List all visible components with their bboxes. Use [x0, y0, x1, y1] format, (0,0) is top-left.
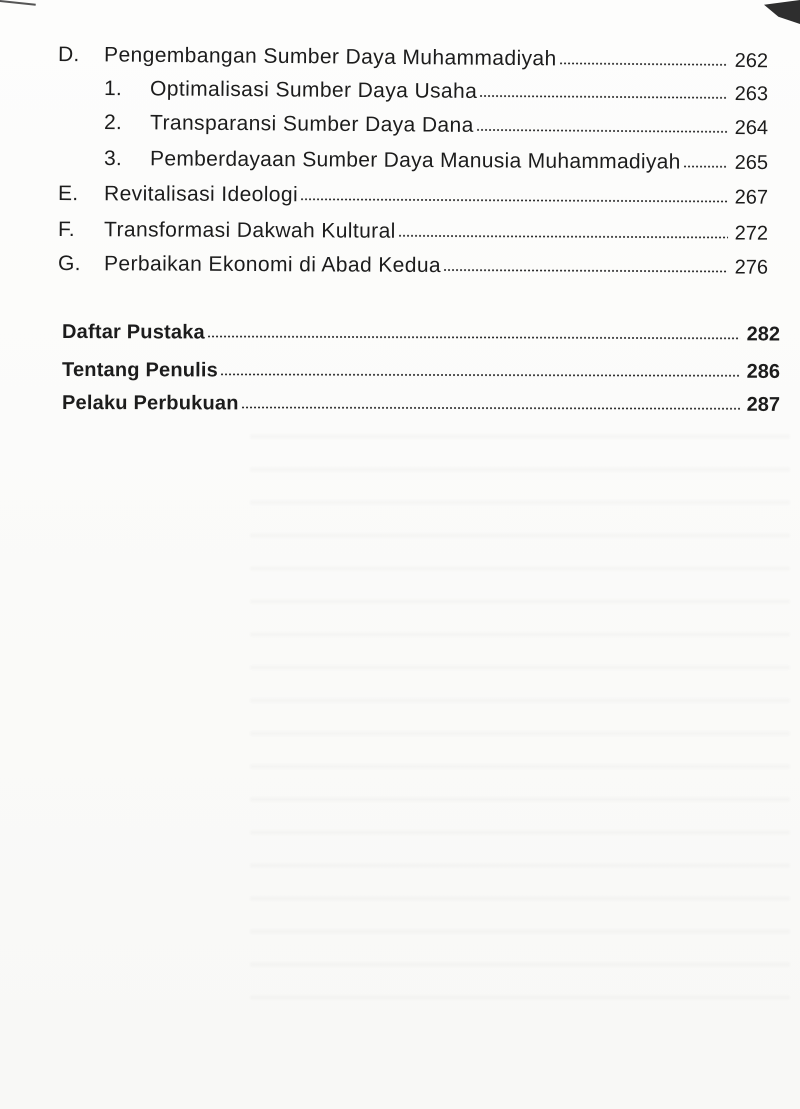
toc-entry-title: Transparansi Sumber Daya Dana — [150, 111, 474, 137]
toc-entry-title: Pengembangan Sumber Daya Muhammadiyah — [104, 43, 557, 71]
toc-entry-title: Pemberdayaan Sumber Daya Manusia Muhammadiyah — [150, 147, 681, 174]
dot-leader — [559, 62, 728, 65]
toc-entry-number: E. — [58, 182, 79, 206]
toc-backmatter-entry[interactable] — [62, 385, 780, 417]
toc-entry-page: 272 — [734, 222, 769, 245]
toc-entry-page: 286 — [746, 360, 781, 383]
toc-entry-number: D. — [58, 43, 80, 67]
toc-entry-number: 2. — [104, 111, 123, 135]
toc-entry-title: Revitalisasi Ideologi — [104, 182, 299, 207]
dot-leader — [220, 373, 740, 376]
toc-entry-title: Tentang Penulis — [62, 359, 219, 382]
toc-entry-title: Transformasi Dakwah Kultural — [104, 218, 396, 243]
toc-entry-title: Optimalisasi Sumber Daya Usaha — [150, 77, 478, 103]
toc-entry[interactable] — [58, 212, 768, 246]
toc-backmatter-entry[interactable] — [62, 352, 780, 384]
toc-entry[interactable] — [104, 141, 768, 175]
dot-leader — [398, 235, 728, 239]
dot-leader — [479, 95, 728, 99]
dot-leader — [683, 166, 728, 168]
toc-entry-title: Perbaikan Ekonomi di Abad Kedua — [104, 252, 442, 278]
reverse-page-bleed-through — [250, 420, 790, 1020]
toc-entry-page: 276 — [734, 256, 769, 279]
toc-entry-page: 265 — [734, 151, 769, 175]
toc-entry-page: 263 — [734, 82, 769, 106]
dot-leader — [476, 129, 728, 133]
toc-backmatter-entry[interactable] — [62, 314, 780, 347]
toc-entry-page: 264 — [734, 116, 769, 140]
toc-entry-number: 1. — [104, 77, 123, 101]
toc-entry-title: Pelaku Perbukuan — [62, 392, 239, 415]
dot-leader — [241, 406, 740, 409]
toc-entry[interactable] — [104, 71, 768, 106]
toc-entry-page: 287 — [746, 393, 781, 416]
dot-leader — [443, 269, 728, 272]
toc-entry-page: 267 — [734, 186, 769, 209]
dot-leader — [207, 336, 740, 340]
toc-entry-title: Daftar Pustaka — [62, 321, 205, 344]
toc-entry-number: G. — [58, 252, 81, 276]
toc-entry[interactable] — [58, 176, 768, 210]
toc-entry[interactable] — [104, 105, 768, 140]
page-edge-mark — [0, 0, 36, 16]
toc-entry-number: 3. — [104, 147, 123, 171]
toc-entry-number: F. — [58, 218, 75, 242]
dot-leader — [300, 198, 728, 202]
toc-entry[interactable] — [58, 246, 768, 280]
toc-entry-page: 282 — [746, 323, 781, 346]
page-corner-fold — [764, 0, 800, 24]
toc-entry-page: 262 — [734, 49, 769, 73]
toc-entry[interactable] — [58, 37, 768, 73]
